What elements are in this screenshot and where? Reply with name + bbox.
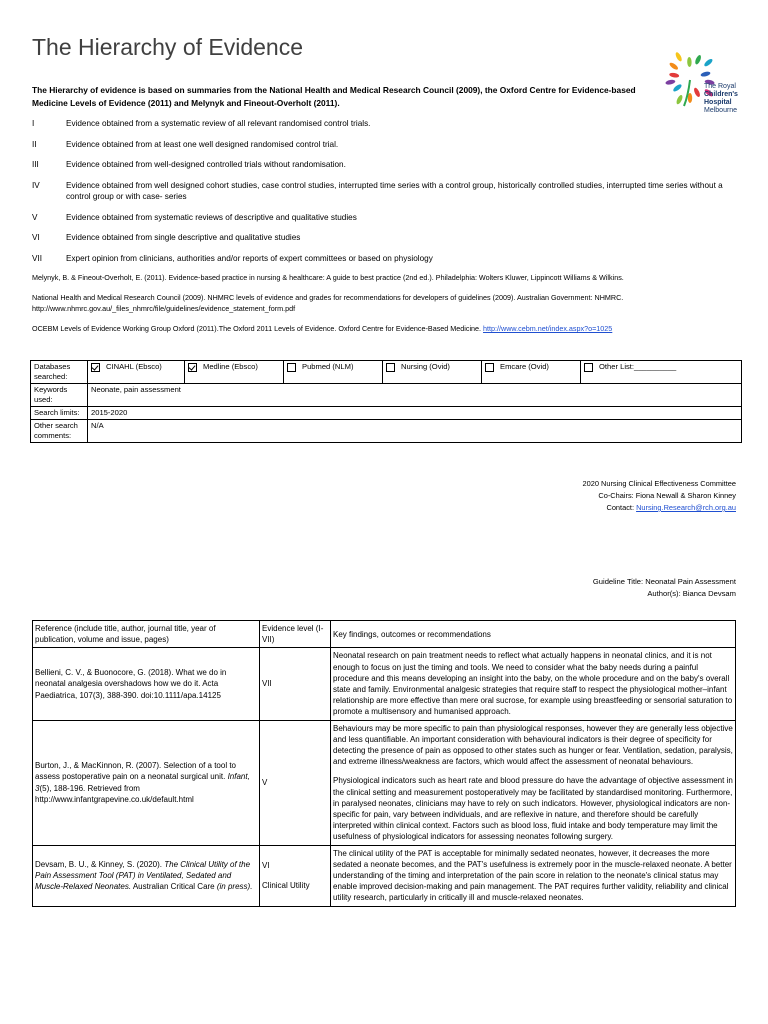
logo-petal	[675, 94, 683, 105]
db-emcare[interactable]	[482, 361, 581, 384]
level-number: VI	[32, 233, 40, 242]
level-number: II	[32, 139, 37, 149]
db-other[interactable]	[581, 361, 742, 384]
ref-text: Burton, J., & MacKinnon, R. (2007). Selection of a tool to assess postoperative pain on a neonatal surgical unit.	[35, 761, 236, 782]
logo-petal	[700, 71, 711, 78]
keywords-value: Neonate, pain assessment	[88, 384, 742, 407]
checkbox-checked-icon[interactable]	[91, 363, 100, 372]
limits-row	[31, 407, 742, 420]
db-label: Nursing (Ovid)	[401, 362, 450, 371]
logo-line-2: Children's	[704, 91, 738, 98]
ref-text: (5), 188-196. Retrieved from http://www.infantgrapevine.co.uk/default.html	[35, 783, 194, 804]
row-reference	[33, 720, 260, 845]
logo-line-4: Melbourne	[704, 107, 738, 114]
row-reference	[33, 845, 260, 906]
logo-petal	[669, 72, 680, 78]
ref-italic: (in press).	[216, 882, 253, 892]
other-value: N/A	[88, 420, 742, 443]
level-item	[32, 253, 742, 265]
finding-paragraph: The clinical utility of the PAT is acceptable for minimally sedated neonates, however, it decreases the more sedated a neonate becomes, and the PAT's usefulness is extremely poor in the muscle-relaxed neonate. A better understanding of the timing and interpretation of the pain score in relation to the neonate's clinical status may enable improved decision-making and pain management. The PAT requires further validity, reliability and clinical utility research, particularly in critically ill and muscle-relaxed neonates.	[333, 848, 732, 903]
level-item	[32, 118, 742, 130]
level-value: VI	[262, 861, 270, 871]
guideline-info	[593, 576, 736, 600]
logo-petal	[687, 57, 692, 67]
ref-text: Devsam, B. U., & Kinney, S. (2020).	[35, 859, 165, 869]
committee-line-2: Co-Chairs: Fiona Newall & Sharon Kinney	[598, 491, 736, 500]
db-label: Emcare (Ovid)	[500, 362, 549, 371]
row-level: VII	[260, 648, 331, 720]
row-findings	[331, 845, 736, 906]
intro-paragraph: The Hierarchy of evidence is based on summaries from the National Health and Medical Research Council (2009), the Oxford Centre for Evidence-based Medicine Levels of Evidence (2011) and Melynyk and Fineout-Overholt (2011).	[32, 85, 636, 108]
contact-label: Contact:	[606, 503, 637, 512]
finding-paragraph: Behaviours may be more specific to pain than physiological responses, however they are generally less objective and less quantifiable. An important consideration with behavioural indicators is their degree of specificity for detecting the presence of pain as opposed to other states such as hunger or fear. Ventilation, sedation, paralysis, and extreme illness/weakness are factors, which would affect the assessment of neonatal behaviours.	[333, 723, 733, 767]
db-nursing[interactable]	[383, 361, 482, 384]
level-text: Evidence obtained from well designed cohort studies, case control studies, interrupted time series with a control group, historically controlled studies, interrupted time series without a control group or with case- series	[66, 180, 723, 201]
limits-label: Search limits:	[31, 407, 88, 420]
level-text: Evidence obtained from at least one well designed randomised control trial.	[66, 139, 339, 149]
db-label: Other List:__________	[599, 362, 677, 371]
logo-petal	[694, 54, 702, 65]
ref-italic: The Clinical Utility of the Pain Assessment Tool (PAT) in Ventilated, Sedated and Muscle-Relaxed Neonates.	[35, 859, 251, 892]
header-findings: Key findings, outcomes or recommendations	[331, 621, 736, 648]
committee-contact	[583, 502, 737, 514]
db-label: Medline (Ebsco)	[203, 362, 258, 371]
level-note: Clinical Utility	[262, 880, 310, 890]
reference-nhmrc: National Health and Medical Research Council (2009). NHMRC levels of evidence and grades for recommendations for developers of guidelines (2009). Australian Government: NHMRC. http://www.nhmrc.gov.au/_files_nhmrc/file/guidelines/evidence_statement_form.pdf	[32, 293, 624, 313]
logo-petal	[672, 83, 683, 93]
guideline-authors: Author(s): Bianca Devsam	[647, 589, 736, 598]
db-medline[interactable]	[185, 361, 284, 384]
reference-ocebm	[32, 323, 742, 334]
level-text: Expert opinion from clinicians, authorities and/or reports of expert committees or based on physiology	[66, 253, 433, 263]
evidence-levels-list	[32, 118, 742, 273]
checkbox-icon[interactable]	[584, 363, 593, 372]
row-level	[260, 845, 331, 906]
logo-petal	[703, 58, 713, 68]
limits-value: 2015-2020	[88, 407, 742, 420]
logo-petal	[668, 61, 679, 70]
header-level: Evidence level (I-VII)	[260, 621, 331, 648]
db-cinahl[interactable]	[88, 361, 185, 384]
logo-line-3: Hospital	[704, 99, 732, 106]
db-pubmed[interactable]	[284, 361, 383, 384]
level-text: Evidence obtained from single descriptive and qualitative studies	[66, 233, 301, 242]
db-label: Pubmed (NLM)	[302, 362, 354, 371]
checkbox-icon[interactable]	[386, 363, 395, 372]
level-number: III	[32, 160, 39, 169]
evidence-table	[32, 620, 736, 907]
row-findings	[331, 720, 736, 845]
other-row	[31, 420, 742, 443]
keywords-label: Keywords used:	[31, 384, 88, 407]
contact-email-link[interactable]: Nursing.Research@rch.org.au	[636, 503, 736, 512]
level-number: IV	[32, 180, 40, 190]
level-item	[32, 212, 742, 224]
logo-petal	[693, 87, 701, 98]
committee-info	[583, 478, 737, 514]
references	[32, 272, 742, 343]
level-item	[32, 139, 742, 151]
checkbox-checked-icon[interactable]	[188, 363, 197, 372]
level-text: Evidence obtained from a systematic review of all relevant randomised control trials.	[66, 119, 371, 128]
keywords-row	[31, 384, 742, 407]
logo-petal	[665, 79, 676, 85]
table-row	[33, 720, 736, 845]
db-label: CINAHL (Ebsco)	[106, 362, 162, 371]
cebm-link[interactable]: http://www.cebm.net/index.aspx?o=1025	[483, 324, 613, 333]
databases-row	[31, 361, 742, 384]
level-item	[32, 232, 742, 244]
level-text: Evidence obtained from systematic reviews of descriptive and qualitative studies	[66, 212, 357, 222]
header-reference: Reference (include title, author, journal title, year of publication, volume and issue, pages)	[33, 621, 260, 648]
checkbox-icon[interactable]	[485, 363, 494, 372]
level-number: V	[32, 212, 38, 222]
row-level: V	[260, 720, 331, 845]
committee-line-1: 2020 Nursing Clinical Effectiveness Committee	[582, 479, 736, 488]
reference-melynyk: Melynyk, B. & Fineout-Overholt, E. (2011). Evidence-based practice in nursing & healthcare: A guide to best practice (2nd ed.). Philadelphia: Wolters Kluwer, Lippincott Williams & Wilkins.	[32, 273, 624, 282]
level-item	[32, 180, 742, 203]
checkbox-icon[interactable]	[287, 363, 296, 372]
table-row	[33, 845, 736, 906]
logo-text	[704, 83, 754, 115]
table-row	[33, 648, 736, 720]
evidence-table-header	[33, 621, 736, 648]
row-reference: Bellieni, C. V., & Buonocore, G. (2018). What we do in neonatal analgesia overshadows how we do it. Acta Paediatrica, 107(3), 388-390. doi:10.1111/apa.14125	[33, 648, 260, 720]
level-item	[32, 159, 742, 171]
ref-text: Australian Critical Care	[131, 882, 217, 892]
reference-ocebm-text: OCEBM Levels of Evidence Working Group Oxford (2011).The Oxford 2011 Levels of Evidence. Oxford Centre for Evidence-Based Medicine.	[32, 324, 484, 333]
databases-label: Databases searched:	[31, 361, 88, 384]
logo-line-1: The Royal	[704, 83, 736, 90]
finding-paragraph: Neonatal research on pain treatment needs to reflect what actually happens in neonatal clinics, and it is not enough to focus on just the timing and tools. We need to consider what the baby needs during a painful procedure and this means developing an insight into the baby, on the whole procedure and on the baby's overall state and family. Environmental analgesic strategies that require staff to respect the physiological mother–infant relationship are more effective than mere oral sucrose, for example using breastfeeding or sensorial saturation to promote a multisensory and humanised approach.	[333, 651, 733, 717]
level-number: I	[32, 119, 35, 128]
page-title: The Hierarchy of Evidence	[32, 34, 304, 60]
other-label: Other search comments:	[31, 420, 88, 443]
logo-petal	[674, 51, 683, 62]
search-table	[30, 360, 742, 443]
ref-italic: Infant, 3	[35, 772, 250, 793]
finding-paragraph: Physiological indicators such as heart rate and blood pressure do have the advantage of objective assessment in the clinical setting and measurement postoperatively may be facilitated by standardised monitoring. Furthermore, in paralysed neonates, clinicians may have to rely on such indicators. However, physiological indicators are non-specific for pain, vary between individuals, and are reflexive in nature, and therefore should be carefully interpreted within clinical context. Factors such as blood loss, fluid intake and body temperature may limit the usefulness of physiological indicators for assessing neonates following surgery.	[333, 776, 733, 842]
guideline-title: Guideline Title: Neonatal Pain Assessment	[592, 577, 736, 586]
level-text: Evidence obtained from well-designed controlled trials without randomisation.	[66, 160, 346, 169]
level-number: VII	[32, 253, 43, 263]
row-findings	[331, 648, 736, 720]
